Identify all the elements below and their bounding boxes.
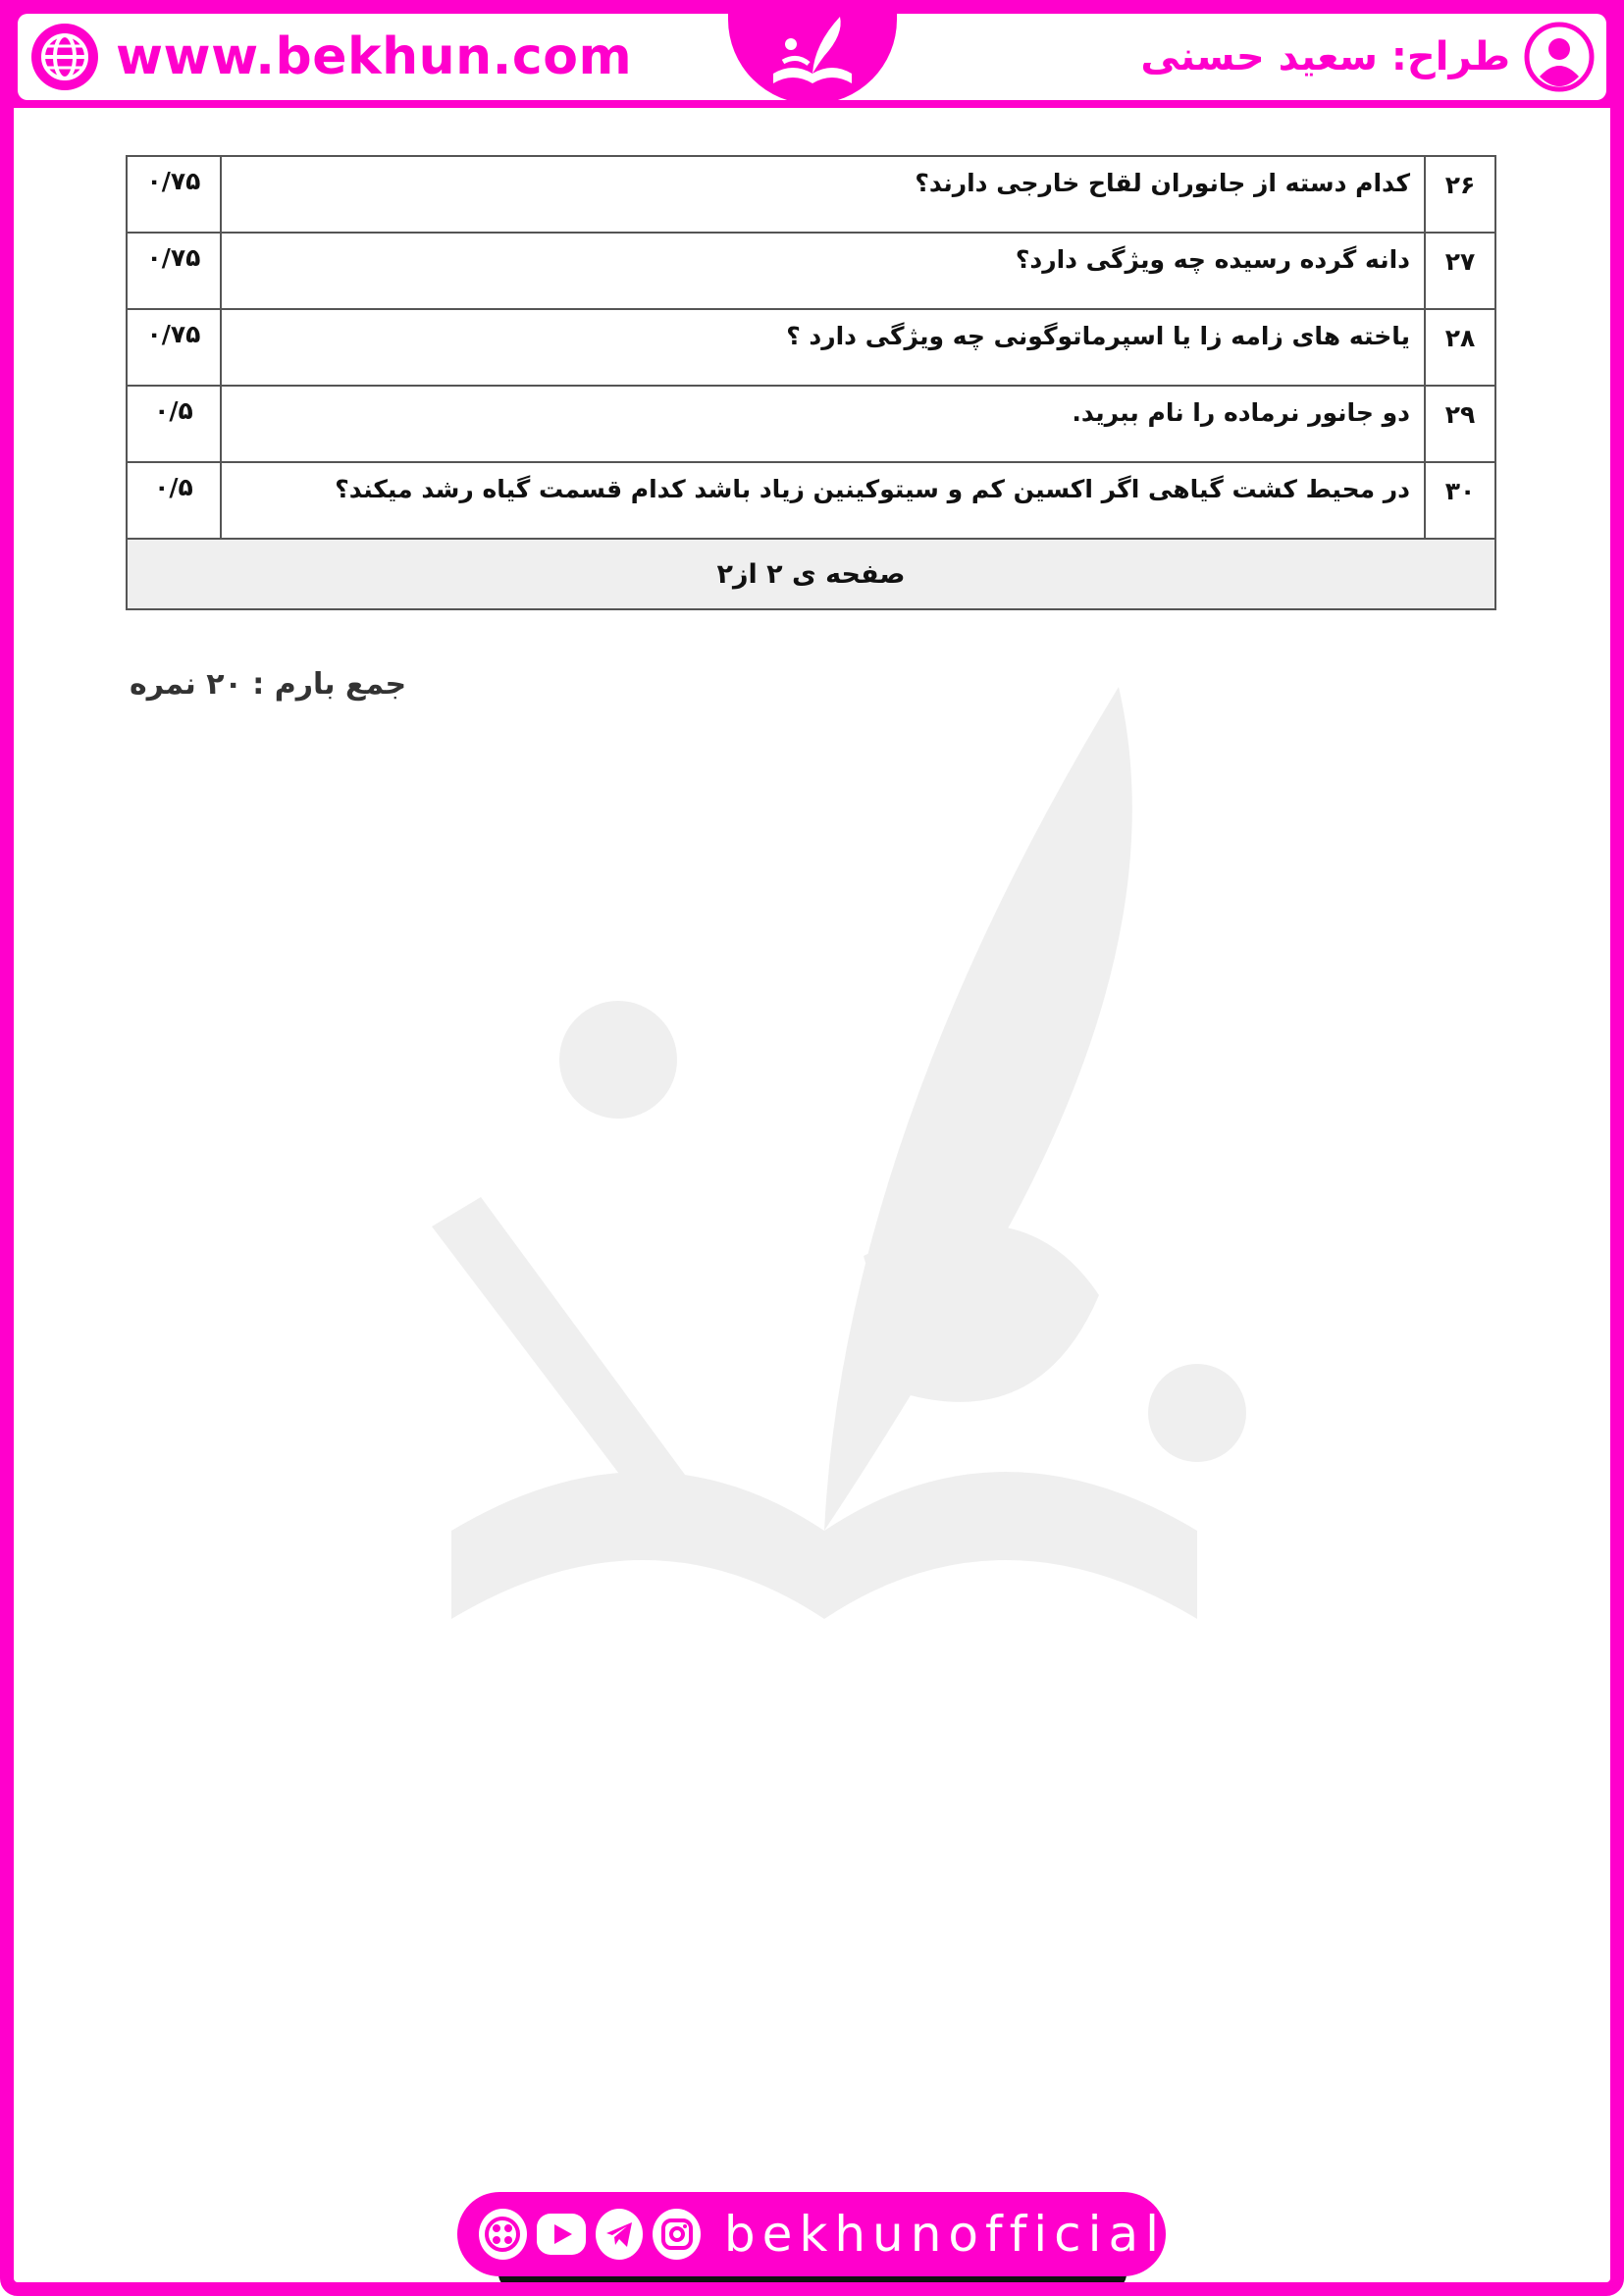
social-handle[interactable]: bekhunofficial	[723, 2206, 1166, 2263]
site-url[interactable]: www.bekhun.com	[116, 27, 633, 86]
table-row	[127, 309, 1495, 386]
instagram-icon[interactable]	[653, 2209, 701, 2260]
question-text: در محیط کشت گیاهی اگر اکسین کم و سیتوکینین زیاد باشد کدام قسمت گیاه رشد میکند؟	[221, 462, 1425, 539]
designer-name: طراح: سعید حسنی	[1140, 34, 1510, 79]
questions-table	[126, 155, 1496, 610]
question-score: ۰/۵	[127, 386, 221, 462]
question-text: کدام دسته از جانوران لقاح خارجی دارند؟	[221, 156, 1425, 233]
question-number: ۲۸	[1425, 309, 1495, 386]
question-score: ۰/۷۵	[127, 156, 221, 233]
watermark-logo-icon	[353, 648, 1295, 1658]
question-text: یاخته های زامه زا یا اسپرماتوگونی چه ویژگی دارد ؟	[221, 309, 1425, 386]
aparat-icon[interactable]	[479, 2209, 527, 2260]
youtube-icon[interactable]	[537, 2214, 586, 2255]
table-row	[127, 156, 1495, 233]
table-row	[127, 233, 1495, 309]
question-text: دو جانور نرماده را نام ببرید.	[221, 386, 1425, 462]
question-number: ۲۹	[1425, 386, 1495, 462]
telegram-icon[interactable]	[596, 2209, 644, 2260]
question-score: ۰/۵	[127, 462, 221, 539]
page-footer-row	[127, 539, 1495, 609]
social-bar[interactable]	[457, 2192, 1166, 2276]
designer-credit	[1140, 22, 1595, 92]
question-number: ۳۰	[1425, 462, 1495, 539]
question-number: ۲۷	[1425, 233, 1495, 309]
table-row	[127, 462, 1495, 539]
question-score: ۰/۷۵	[127, 233, 221, 309]
question-number: ۲۶	[1425, 156, 1495, 233]
book-quill-logo-icon	[754, 5, 871, 99]
total-score: جمع بارم : ۲۰ نمره	[130, 667, 407, 702]
site-link[interactable]	[29, 22, 632, 92]
user-icon	[1524, 22, 1595, 92]
question-score: ۰/۷۵	[127, 309, 221, 386]
page-number: صفحه ی ۲ از۲	[127, 539, 1495, 609]
question-text: دانه گرده رسیده چه ویژگی دارد؟	[221, 233, 1425, 309]
table-row	[127, 386, 1495, 462]
social-bar-shadow	[498, 2274, 1126, 2288]
globe-icon	[29, 22, 100, 92]
